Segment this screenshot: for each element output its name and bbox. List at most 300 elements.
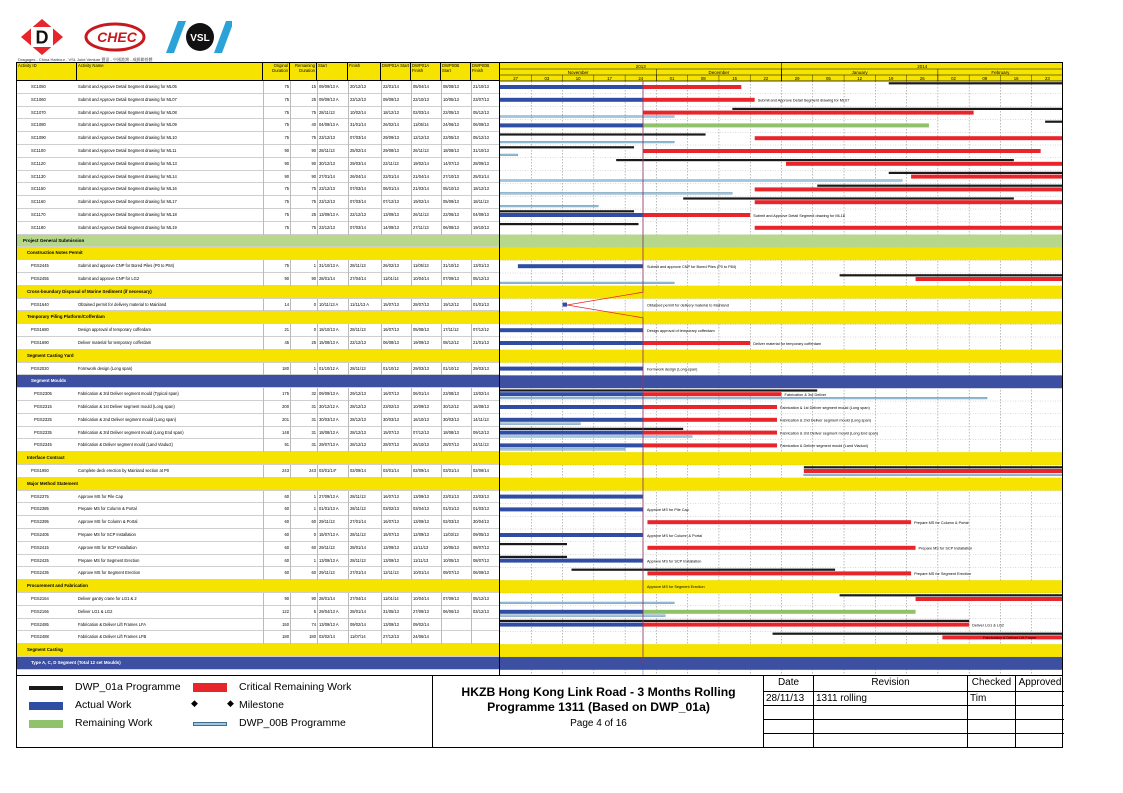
critical-remaining-bar bbox=[643, 392, 782, 396]
cell-finish: 27/01/14 bbox=[348, 516, 381, 529]
rev-approved bbox=[1016, 692, 1064, 706]
column-header: Remaining Duration bbox=[290, 63, 317, 81]
cell-s2: 10/05/13 bbox=[441, 542, 471, 555]
cell-s1: 07/12/13 bbox=[381, 196, 411, 209]
week-label: 05 bbox=[826, 76, 831, 81]
cell-rd: 1 bbox=[290, 260, 317, 273]
remaining-work-bar bbox=[643, 610, 916, 614]
cell-start: 18/10/13 A bbox=[317, 324, 348, 337]
baseline-01a-bar bbox=[616, 159, 1014, 161]
cell-rd: 1 bbox=[290, 503, 317, 516]
cell-start: 13/09/13 A bbox=[317, 619, 348, 632]
cell-f1: 11/11/13 bbox=[411, 555, 441, 568]
cell-s1: 30/03/13 bbox=[381, 414, 411, 427]
cell-s1: 28/07/13 bbox=[381, 439, 411, 452]
cell-finish: 11/07/14 bbox=[348, 631, 381, 644]
legend-label-dwp00b: DWP_00B Programme bbox=[239, 717, 346, 729]
cell-id: PGS2415 bbox=[31, 544, 49, 550]
cell-finish: 31/01/14 bbox=[348, 119, 381, 132]
section-title: Construction Notes Permit bbox=[27, 250, 83, 256]
cell-finish: 28/11/13 bbox=[348, 555, 381, 568]
cell-f1: 13/09/13 bbox=[411, 516, 441, 529]
cell-finish: 23/12/13 bbox=[348, 94, 381, 107]
cell-f2: 25/01/14 bbox=[471, 171, 500, 184]
cell-id: PGS2485 bbox=[31, 621, 49, 627]
cell-f2: 13/01/13 bbox=[471, 260, 500, 273]
section-row bbox=[17, 350, 500, 363]
cell-s2: 22/06/13 bbox=[441, 209, 471, 222]
section-title: Segment Casting bbox=[27, 647, 63, 653]
cell-f2: 21/10/13 bbox=[471, 81, 500, 94]
table-row bbox=[17, 260, 500, 273]
cell-finish: 20/12/13 bbox=[348, 81, 381, 94]
cell-rd: 25 bbox=[290, 209, 317, 222]
cell-id: PGS2375 bbox=[31, 493, 49, 499]
cell-rd: 32 bbox=[290, 388, 317, 401]
legend bbox=[17, 676, 433, 748]
vsl-logo-text: VSL bbox=[190, 33, 210, 44]
section-band bbox=[500, 286, 1063, 299]
critical-remaining-bar bbox=[643, 418, 777, 422]
section-title: Major Method Statement bbox=[27, 480, 78, 486]
cell-s2 bbox=[441, 631, 471, 644]
baseline-00b-bar bbox=[500, 397, 987, 399]
month-label: December bbox=[708, 70, 730, 75]
cell-finish: 28/11/13 bbox=[348, 529, 381, 542]
baseline-01a-bar bbox=[571, 569, 835, 571]
actual-work-bar bbox=[500, 610, 643, 614]
cell-od: 60 bbox=[263, 555, 290, 568]
legend-label-milestone: Milestone bbox=[239, 699, 284, 711]
cell-start: 29/11/13 bbox=[317, 516, 348, 529]
cell-finish: 25/02/14 bbox=[348, 145, 381, 158]
critical-remaining-bar bbox=[643, 213, 750, 217]
column-header: DWP00B Finish bbox=[471, 63, 500, 81]
cell-rd: 5 bbox=[290, 606, 317, 619]
cell-rd: 75 bbox=[290, 196, 317, 209]
cell-s1: 27/12/13 bbox=[381, 631, 411, 644]
section-title: Temporary Piling Platform/Cofferdam bbox=[27, 314, 105, 320]
cell-rd: 180 bbox=[290, 631, 317, 644]
cell-f2: 18/12/13 bbox=[471, 183, 500, 196]
legend-swatch-dwp00b bbox=[193, 722, 227, 726]
week-label: 19 bbox=[888, 76, 894, 81]
cell-start: 27/01/14 bbox=[317, 171, 348, 184]
section-row bbox=[17, 452, 500, 465]
cell-f2: 06/09/13 bbox=[471, 567, 500, 580]
cell-s1: 11/01/14 bbox=[381, 273, 411, 286]
cell-s2: 24/06/13 bbox=[441, 119, 471, 132]
cell-s2: 30/03/13 bbox=[441, 414, 471, 427]
cell-start: 09/09/13 A bbox=[317, 81, 348, 94]
jv-caption: Dragages - China Harbour - VSL Joint Venture 寶嘉 - 中國港灣 - 威勝聯營體 bbox=[18, 57, 153, 62]
rev-revision: 1311 rolling bbox=[814, 692, 968, 706]
actual-work-bar bbox=[518, 264, 643, 268]
week-label: 17 bbox=[607, 76, 612, 81]
cell-s2: 18/08/13 bbox=[441, 145, 471, 158]
cell-name: Submit and Approve Detail Segment drawing for ML09 bbox=[78, 122, 177, 128]
cell-id: PGS2345 bbox=[34, 442, 52, 448]
section-band bbox=[500, 375, 1063, 388]
cell-s1: 03/01/14 bbox=[381, 465, 411, 478]
chec-logo-text: CHEC bbox=[97, 29, 137, 45]
cell-id: PGS1950 bbox=[31, 468, 49, 473]
cell-s2: 10/05/13 bbox=[441, 94, 471, 107]
bar-annotation: Formwork design (Long span) bbox=[646, 367, 698, 372]
cell-s2: 07/09/13 bbox=[441, 593, 471, 606]
cell-finish: 07/03/14 bbox=[348, 132, 381, 145]
cell-od: 75 bbox=[263, 260, 290, 273]
baseline-01a-bar bbox=[500, 389, 817, 391]
gantt-svg bbox=[500, 63, 1063, 676]
table-row bbox=[17, 119, 500, 132]
section-band bbox=[500, 247, 1063, 260]
cell-s1: 13/09/13 bbox=[381, 619, 411, 632]
cell-finish: 28/11/13 bbox=[348, 491, 381, 504]
cell-name: Complete deck erection by Mainland section at P0 bbox=[78, 468, 170, 473]
cell-start: 01/10/12 A bbox=[317, 363, 348, 376]
cell-s2: 23/08/13 bbox=[441, 388, 471, 401]
title-block bbox=[433, 676, 764, 748]
baseline-00b-bar bbox=[500, 141, 674, 143]
cell-f2: 21/01/13 bbox=[471, 337, 500, 350]
week-label: 08 bbox=[700, 76, 706, 81]
column-header: Activity Name bbox=[77, 63, 263, 81]
section-title: Procurement and Fabrication bbox=[27, 583, 88, 589]
cell-name: Submit and Approve Detail Segment drawing for ML17 bbox=[78, 199, 177, 205]
baseline-01a-bar bbox=[1045, 121, 1063, 123]
table-row bbox=[17, 209, 500, 222]
cell-rd: 0 bbox=[290, 324, 317, 337]
cell-rd: 0 bbox=[290, 529, 317, 542]
cell-od: 60 bbox=[263, 567, 290, 580]
cell-s2: 08/08/13 bbox=[441, 81, 471, 94]
cell-rd: 75 bbox=[290, 222, 317, 235]
cell-f1: 27/09/13 bbox=[411, 606, 441, 619]
cell-od: 90 bbox=[263, 593, 290, 606]
cell-s1: 16/07/13 bbox=[381, 491, 411, 504]
cell-start: 30/12/13 bbox=[317, 158, 348, 171]
cell-name: Approve MS for Segment Erection bbox=[78, 570, 141, 576]
baseline-01a-bar bbox=[500, 428, 683, 430]
week-label: 12 bbox=[857, 76, 863, 81]
cell-s2: 05/09/13 bbox=[441, 196, 471, 209]
section-band bbox=[500, 235, 1063, 248]
cell-f2: 01/01/13 bbox=[471, 299, 500, 312]
section-row bbox=[17, 286, 500, 299]
baseline-01a-bar bbox=[732, 108, 1063, 110]
cell-finish: 07/03/14 bbox=[348, 222, 381, 235]
cell-name: Submit and Approve Detail Segment drawing for ML07 bbox=[78, 96, 177, 102]
year-label: 2013 bbox=[635, 64, 646, 69]
cell-od: 90 bbox=[263, 145, 290, 158]
actual-work-bar bbox=[500, 341, 643, 345]
cell-name: Submit and Approve Detail Segment drawing for ML14 bbox=[78, 173, 177, 179]
cell-s1: 13/09/13 bbox=[381, 555, 411, 568]
cell-name: Submit and Approve Detail Segment drawing for ML18 bbox=[78, 212, 177, 217]
cell-finish: 27/01/14 bbox=[348, 567, 381, 580]
cell-finish: 02/09/14 bbox=[348, 465, 381, 478]
section-title: Segment Casting Yard bbox=[27, 352, 74, 358]
section-band bbox=[500, 478, 1063, 491]
cell-name: Deliver gantry crane for LG1 & 2 bbox=[78, 596, 137, 601]
section-row bbox=[17, 311, 500, 324]
week-label: 27 bbox=[513, 76, 519, 81]
cell-start: 23/12/13 bbox=[317, 183, 348, 196]
baseline-01a-bar bbox=[889, 82, 1063, 84]
cell-start: 18/08/13 A bbox=[317, 427, 348, 440]
cell-od: 180 bbox=[263, 631, 290, 644]
cell-f2: 24/11/13 bbox=[471, 439, 500, 452]
actual-work-bar bbox=[500, 405, 643, 409]
section-title: Cross-boundary Disposal of Marine Sediment (if necessary) bbox=[27, 288, 152, 294]
cell-s2: 22/05/13 bbox=[441, 107, 471, 120]
cell-s2: 11/03/13 bbox=[441, 529, 471, 542]
gantt-chart bbox=[500, 62, 1063, 676]
cell-finish: 28/12/13 bbox=[348, 427, 381, 440]
cell-start: 03/01/14* bbox=[317, 465, 348, 478]
cell-id: SC1060 bbox=[31, 96, 46, 102]
cell-finish: 28/11/13 bbox=[348, 260, 381, 273]
cell-start: 09/09/13 A bbox=[317, 388, 348, 401]
actual-work-bar bbox=[500, 559, 643, 563]
baseline-00b-bar bbox=[500, 423, 580, 425]
baseline-01a-bar bbox=[500, 210, 634, 212]
baseline-00b-bar bbox=[500, 282, 674, 284]
actual-work-bar bbox=[500, 495, 643, 499]
cell-s1: 31/05/13 bbox=[381, 606, 411, 619]
cell-rd: 31 bbox=[290, 414, 317, 427]
baseline-00b-bar bbox=[500, 436, 692, 438]
week-label: 22 bbox=[763, 76, 769, 81]
cell-rd: 243 bbox=[290, 465, 317, 478]
cell-finish: 07/03/14 bbox=[348, 196, 381, 209]
cell-rd: 90 bbox=[290, 158, 317, 171]
cell-name: Deliver material for temporary cofferdam bbox=[78, 340, 152, 345]
cell-start: 31/10/13 A bbox=[317, 260, 348, 273]
legend-label-critical: Critical Remaining Work bbox=[239, 681, 352, 693]
logo-row bbox=[16, 18, 496, 56]
cell-id: SC1160 bbox=[31, 199, 46, 205]
critical-remaining-bar bbox=[643, 85, 741, 89]
cell-start: 01/01/13 A bbox=[317, 503, 348, 516]
cell-s1: 26/02/13 bbox=[381, 260, 411, 273]
critical-remaining-bar bbox=[755, 187, 1063, 191]
cell-f1: 11/05/13 bbox=[411, 260, 441, 273]
bar-annotation: Fabrication & Deliver segment mould (Land Viaduct) bbox=[780, 444, 868, 449]
actual-work-bar bbox=[500, 431, 643, 435]
cell-name: Obtained permit for delivery material to Mainland bbox=[78, 301, 167, 307]
section-row bbox=[17, 644, 500, 657]
cell-id: SC1130 bbox=[31, 173, 46, 179]
cell-id: PGS1680 bbox=[31, 327, 49, 333]
cell-name: Fabrication & 3rd Deliver segment mould (Typical span) bbox=[78, 391, 179, 397]
cell-s1: 15/07/13 bbox=[381, 529, 411, 542]
section-row bbox=[17, 657, 500, 670]
cell-start: 23/12/13 bbox=[317, 132, 348, 145]
cell-s2: 10/05/13 bbox=[441, 555, 471, 568]
cell-rd: 25 bbox=[290, 337, 317, 350]
actual-work-bar bbox=[500, 533, 643, 537]
table-row bbox=[17, 606, 500, 619]
cell-s1: 29/08/13 bbox=[381, 145, 411, 158]
actual-work-bar bbox=[500, 507, 643, 511]
bar-annotation: Design approval of temporary cofferdam bbox=[646, 329, 715, 333]
cell-s1: 15/07/13 bbox=[381, 427, 411, 440]
cell-f2: 09/12/13 bbox=[471, 427, 500, 440]
cell-od: 75 bbox=[263, 81, 290, 94]
cell-finish: 27/04/14 bbox=[348, 593, 381, 606]
cell-f2: 07/12/12 bbox=[471, 324, 500, 337]
rev-empty-cell bbox=[1016, 720, 1064, 734]
cell-s1: 22/01/14 bbox=[381, 171, 411, 184]
cell-finish: 07/03/14 bbox=[348, 183, 381, 196]
cell-f1: 28/07/13 bbox=[411, 299, 441, 312]
cell-start: 28/01/14 bbox=[317, 273, 348, 286]
cell-s2: 06/08/13 bbox=[441, 222, 471, 235]
baseline-01a-bar bbox=[840, 274, 1063, 276]
cell-name: Deliver LG1 & LG2 bbox=[78, 608, 113, 614]
cell-id: PGS2385 bbox=[31, 506, 49, 512]
cell-s2: 09/07/13 bbox=[441, 567, 471, 580]
week-label: 15 bbox=[732, 76, 737, 81]
bar-annotation: Submit and Approve Detail Segment drawing for ML07 bbox=[757, 98, 850, 103]
cell-od: 148 bbox=[263, 427, 290, 440]
table-row bbox=[17, 81, 500, 94]
cell-od: 75 bbox=[263, 132, 290, 145]
cell-f1: 21/04/14 bbox=[411, 171, 441, 184]
cell-s1: 18/12/13 bbox=[381, 107, 411, 120]
page-title: HKZB Hong Kong Link Road - 3 Months Rolling Programme 1311 (Based on DWP_01a) bbox=[461, 685, 736, 714]
cell-s2: 28/07/13 bbox=[441, 439, 471, 452]
cell-s2: 17/11/12 bbox=[441, 324, 471, 337]
rev-empty-cell bbox=[814, 734, 968, 748]
cell-f2: 23/07/13 bbox=[471, 94, 500, 107]
legend-label-actual: Actual Work bbox=[75, 699, 132, 711]
cell-finish: 28/11/13 bbox=[348, 503, 381, 516]
section-band bbox=[500, 452, 1063, 465]
week-label: 23 bbox=[1044, 76, 1050, 81]
week-label: 03 bbox=[544, 76, 550, 81]
footer bbox=[16, 676, 1063, 748]
cell-name: Submit and Approve Detail Segment drawing for ML08 bbox=[78, 109, 177, 115]
bar-annotation: Obtained permit for delivery material to Mainland bbox=[646, 303, 729, 308]
cell-f1: 06/01/14 bbox=[411, 388, 441, 401]
actual-work-bar bbox=[500, 98, 643, 102]
table-row bbox=[17, 388, 500, 401]
cell-f1: 26/11/13 bbox=[411, 145, 441, 158]
cell-id: PGS2164 bbox=[31, 596, 49, 601]
cell-rd: 75 bbox=[290, 107, 317, 120]
cell-od: 91 bbox=[263, 439, 290, 452]
cell-f2: 06/09/13 bbox=[471, 119, 500, 132]
cell-s1: 11/01/14 bbox=[381, 593, 411, 606]
table-row bbox=[17, 401, 500, 414]
table-row bbox=[17, 439, 500, 452]
cell-f2: 16/08/13 bbox=[471, 401, 500, 414]
cell-start: 03/02/14 bbox=[317, 631, 348, 644]
rev-empty-cell bbox=[968, 706, 1016, 720]
cell-f1: 11/05/14 bbox=[411, 119, 441, 132]
table-row bbox=[17, 465, 500, 478]
cell-s2: 14/07/13 bbox=[441, 158, 471, 171]
cell-rd: 90 bbox=[290, 273, 317, 286]
cell-s1: 12/11/13 bbox=[381, 567, 411, 580]
cell-f2: 18/11/13 bbox=[471, 196, 500, 209]
section-band bbox=[500, 644, 1063, 657]
actual-work-bar bbox=[500, 418, 643, 422]
cell-rd: 0 bbox=[290, 299, 317, 312]
rev-empty-cell bbox=[1016, 734, 1064, 748]
cell-rd: 90 bbox=[290, 145, 317, 158]
cell-id: SC1180 bbox=[31, 224, 46, 230]
cell-od: 75 bbox=[263, 196, 290, 209]
actual-work-bar bbox=[500, 623, 643, 627]
cell-f1: 27/11/13 bbox=[411, 222, 441, 235]
cell-id: PGS2405 bbox=[31, 532, 49, 537]
critical-remaining-bar bbox=[643, 111, 974, 115]
cell-f2: 02/09/14 bbox=[471, 465, 500, 478]
cell-rd: 1 bbox=[290, 363, 317, 376]
cell-f2: 13/02/14 bbox=[471, 388, 500, 401]
dragages-logo-text: D bbox=[35, 27, 49, 48]
cell-f2: 14/11/13 bbox=[471, 414, 500, 427]
cell-f1: 05/04/14 bbox=[411, 81, 441, 94]
rev-empty-cell bbox=[1016, 706, 1064, 720]
cell-name: Submit and Approve Detail Segment drawing for ML13 bbox=[78, 160, 177, 166]
cell-start: 30/03/13 A bbox=[317, 414, 348, 427]
cell-name: Fabrication & Deliver Lift Frames LFA bbox=[78, 621, 147, 627]
cell-s1: 13/09/13 bbox=[381, 542, 411, 555]
section-row bbox=[17, 580, 500, 593]
cell-s2: 18/08/13 bbox=[441, 427, 471, 440]
cell-od: 75 bbox=[263, 222, 290, 235]
column-header: Finish bbox=[348, 63, 381, 81]
cell-id: SC1050 bbox=[31, 84, 46, 89]
rev-empty-cell bbox=[764, 734, 814, 748]
section-band bbox=[500, 350, 1063, 363]
cell-od: 60 bbox=[263, 503, 290, 516]
rev-header-checked: Checked bbox=[968, 676, 1016, 692]
baseline-01a-bar bbox=[500, 146, 634, 148]
cell-name: Submit and approve CNP for Bored Piles (P0 to P84) bbox=[78, 263, 175, 269]
legend-swatch-critical bbox=[193, 683, 227, 692]
column-header: DWP00B Start bbox=[441, 63, 471, 81]
rev-header-revision: Revision bbox=[814, 676, 968, 692]
table-row bbox=[17, 107, 500, 120]
cell-start: 28/11/13 bbox=[317, 107, 348, 120]
cell-f2: 28/09/13 bbox=[471, 158, 500, 171]
cell-s1: 03/02/13 bbox=[381, 503, 411, 516]
critical-remaining-bar bbox=[916, 277, 1063, 281]
critical-remaining-bar bbox=[755, 200, 1063, 204]
cell-f2: 31/10/13 bbox=[471, 145, 500, 158]
chec-logo bbox=[84, 18, 146, 56]
cell-f2: 29/03/13 bbox=[471, 363, 500, 376]
baseline-00b-bar bbox=[804, 474, 1063, 476]
cell-s1: 16/07/13 bbox=[381, 324, 411, 337]
table-row bbox=[17, 567, 500, 580]
bar-annotation: Approve MS for Segment Erection bbox=[646, 585, 705, 589]
column-header: Original Duration bbox=[263, 63, 290, 81]
baseline-01a-bar bbox=[683, 197, 1014, 199]
cell-s2 bbox=[441, 619, 471, 632]
cell-f1: 11/11/13 bbox=[411, 542, 441, 555]
cell-id: SC1150 bbox=[31, 186, 46, 192]
cell-finish: 28/12/13 bbox=[348, 401, 381, 414]
cell-s2: 01/10/12 bbox=[441, 363, 471, 376]
cell-f2 bbox=[471, 619, 500, 632]
